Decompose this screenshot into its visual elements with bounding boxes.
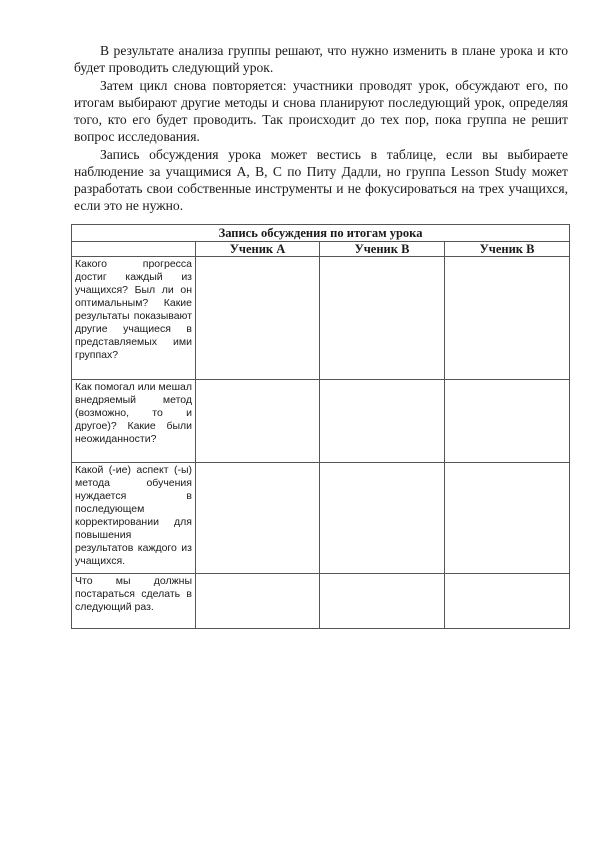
question-cell: Какого прогресса достиг каждый из учащихся? Был ли он оптимальным? Какие результаты показывают другие учащиеся в представляемых ими группах?: [72, 257, 196, 380]
table-row: [72, 463, 570, 574]
answer-cell: [196, 463, 320, 574]
header-empty: [72, 242, 196, 257]
header-student-a: Ученик А: [196, 242, 320, 257]
answer-cell: [445, 574, 570, 629]
answer-cell: [320, 380, 445, 463]
table-row: [72, 257, 570, 380]
header-student-c: Ученик В: [445, 242, 570, 257]
answer-cell: [196, 257, 320, 380]
question-cell: Как помогал или мешал внедряемый метод (возможно, то и другое)? Какие были неожиданности?: [72, 380, 196, 463]
question-cell: Что мы должны постараться сделать в следующий раз.: [72, 574, 196, 629]
header-student-b: Ученик В: [320, 242, 445, 257]
answer-cell: [196, 574, 320, 629]
table-row: [72, 574, 570, 629]
answer-cell: [445, 257, 570, 380]
lesson-discussion-table: [71, 224, 570, 629]
table-row: [72, 380, 570, 463]
paragraph-3: Запись обсуждения урока может вестись в таблице, если вы выбираете наблюдение за учащимися A, B, C по Питу Дадли, но группа Lesson Study может разработать свои собственные инструменты и не фокусироваться на трех учащихся, если это не нужно.: [74, 147, 568, 213]
paragraph-2: Затем цикл снова повторяется: участники проводят урок, обсуждают его, по итогам выбирают другие методы и снова планируют последующий урок, определяя того, кто его будет проводить. Так происходит до тех пор, пока группа не решит вопрос исследования.: [74, 78, 568, 144]
answer-cell: [320, 463, 445, 574]
answer-cell: [445, 463, 570, 574]
question-cell: Какой (-ие) аспект (-ы) метода обучения нуждается в последующем корректировании для повышения результатов каждого из учащихся.: [72, 463, 196, 574]
answer-cell: [196, 380, 320, 463]
paragraph-1: В результате анализа группы решают, что нужно изменить в плане урока и кто будет проводить следующий урок.: [74, 43, 568, 75]
answer-cell: [445, 380, 570, 463]
table-title: Запись обсуждения по итогам урока: [72, 225, 570, 242]
body-text: [74, 42, 568, 215]
answer-cell: [320, 257, 445, 380]
answer-cell: [320, 574, 445, 629]
